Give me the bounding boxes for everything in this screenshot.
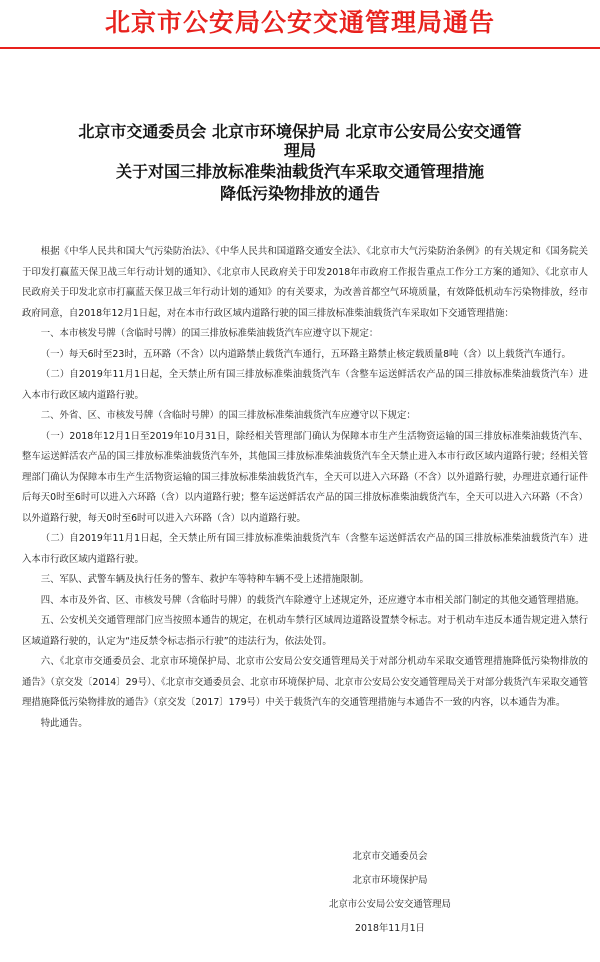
article-6: 六、《北京市交通委员会、北京市环境保护局、北京市公安局公安交通管理局关于对部分机动车采取交通管理措施降低污染物排放的通告》（京交发〔2014〕29号）、《北京市交通委员会、北京市环境保护局、北京市公安局公安交通管理局关于对部分载货汽车采取交通管理措施降低污染物排放的通告》（京交发〔2017〕179号）中关于载货汽车的交通管理措施与本通告不一致的内容，以本通告为准。 bbox=[22, 656, 588, 708]
article-1-item-1: （一）每天6时至23时，五环路（不含）以内道路禁止载货汽车通行，五环路主路禁止核定载质量8吨（含）以上载货汽车通行。 bbox=[40, 348, 571, 360]
article-2-item-2: （二）自2019年11月1日起，全天禁止所有国三排放标准柴油载货汽车（含整车运送鲜活农产品的国三排放标准柴油载货汽车）进入本市行政区域内道路行驶。 bbox=[22, 533, 588, 565]
signatory-transport-commission: 北京市交通委员会 bbox=[352, 851, 428, 862]
article-2-heading: 二、外省、区、市核发号牌（含临时号牌）的国三排放标准柴油载货汽车应遵守以下规定： bbox=[40, 410, 416, 421]
notice-date: 2018年11月1日 bbox=[355, 923, 425, 934]
article-4: 四、本市及外省、区、市核发号牌（含临时号牌）的载货汽车除遵守上述规定外，还应遵守本市相关部门制定的其他交通管理措施。 bbox=[40, 594, 585, 606]
article-3: 三、军队、武警车辆及执行任务的警车、救护车等特种车辆不受上述措施限制。 bbox=[40, 574, 369, 585]
signatory-environment-bureau: 北京市环境保护局 bbox=[352, 875, 428, 886]
signatory-traffic-police: 北京市公安局公安交通管理局 bbox=[329, 899, 451, 910]
article-1-item-2: （二）自2019年11月1日起，全天禁止所有国三排放标准柴油载货汽车（含整车运送鲜活农产品的国三排放标准柴油载货汽车）进入本市行政区域内道路行驶。 bbox=[22, 369, 588, 401]
notice-title-line-2: 理局 bbox=[283, 141, 316, 160]
notice-body bbox=[22, 242, 588, 734]
header-divider bbox=[0, 47, 600, 49]
closing-line: 特此通告。 bbox=[40, 717, 88, 729]
article-2-item-1: （一）2018年12月1日至2019年10月31日，除经相关管理部门确认为保障本市生产生活物资运输的国三排放标准柴油载货汽车、整车运送鲜活农产品的国三排放标准柴油载货汽车外，其他国三排放标准柴油载货汽车全天禁止进入本市行政区域内道路行驶；经相关管理部门确认为保障本市生产生活物资运输的国三排放标准柴油载货汽车，全天可以进入六环路（不含）以外道路行驶，办理进京通行证件后每天0时至6时可以进入六环路（含）以内道路行驶；整车运送鲜活农产品的国三排放标准柴油载货汽车，全天可以进入六环路（不含）以外道路行驶，每天0时至6时可以进入六环路（含）以内道路行驶。 bbox=[22, 430, 588, 524]
notice-title-line-3: 关于对国三排放标准柴油载货汽车采取交通管理措施 bbox=[115, 162, 484, 181]
notice-title-line-1: 北京市交通委员会 北京市环境保护局 北京市公安局公安交通管 bbox=[78, 122, 522, 141]
article-1-heading: 一、本市核发号牌（含临时号牌）的国三排放标准柴油载货汽车应遵守以下规定： bbox=[40, 328, 379, 339]
article-5: 五、公安机关交通管理部门应当按照本通告的规定，在机动车禁行区域周边道路设置禁令标志。对于机动车违反本通告规定进入禁行区域道路行驶的，认定为“违反禁令标志指示行驶”的违法行为，依法处罚。 bbox=[22, 615, 588, 647]
preamble-paragraph: 根据《中华人民共和国大气污染防治法》、《中华人民共和国道路交通安全法》、《北京市大气污染防治条例》的有关规定和《国务院关于印发打赢蓝天保卫战三年行动计划的通知》、《北京市人民政府关于印发2018年市政府工作报告重点工作分工方案的通知》、《北京市人民政府关于印发北京市打赢蓝天保卫战三年行动计划的通知》的有关要求，为改善首都空气环境质量，有效降低机动车污染物排放，经市政府同意，自2018年12月1日起，对在本市行政区域内道路行驶的国三排放标准柴油载货汽车采取如下交通管理措施： bbox=[22, 246, 588, 319]
notice-title-line-4: 降低污染物排放的通告 bbox=[219, 184, 380, 203]
authority-header: 北京市公安局公安交通管理局通告 bbox=[104, 8, 495, 37]
